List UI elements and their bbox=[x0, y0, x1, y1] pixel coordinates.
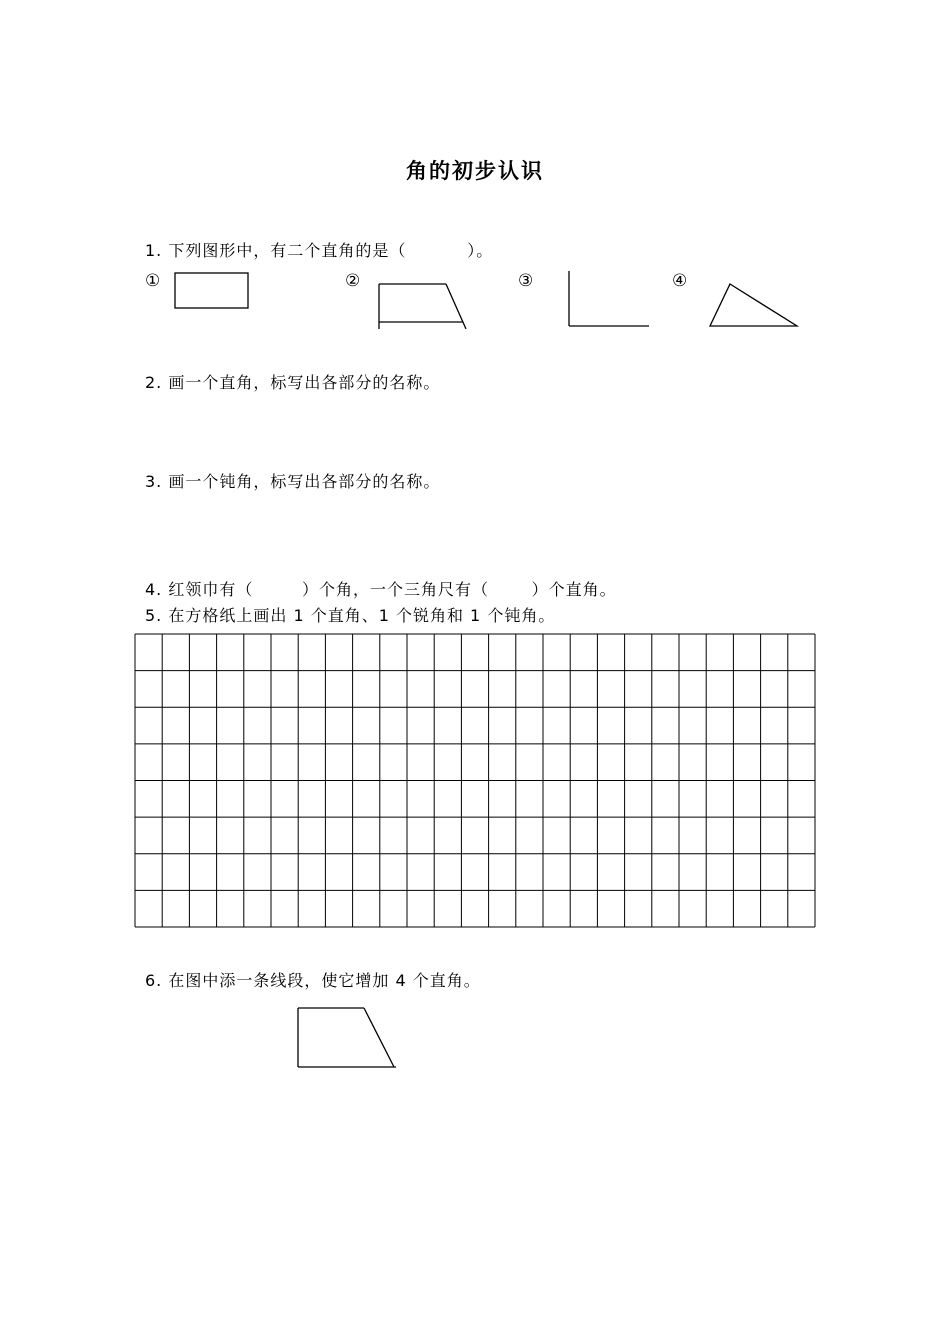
option-2-label: ② bbox=[345, 271, 361, 291]
option-3-label: ③ bbox=[518, 271, 534, 291]
trapezoid-q6-figure bbox=[298, 1008, 396, 1067]
question-4: 4. 红领巾有（ ）个角，一个三角尺有（ ）个直角。 bbox=[145, 580, 617, 599]
question-1: 1. 下列图形中，有二个直角的是（ ）。 bbox=[145, 241, 494, 260]
question-6: 6. 在图中添一条线段，使它增加 4 个直角。 bbox=[145, 971, 481, 990]
question-5: 5. 在方格纸上画出 1 个直角、1 个锐角和 1 个钝角。 bbox=[145, 606, 556, 625]
question-2: 2. 画一个直角，标写出各部分的名称。 bbox=[145, 373, 441, 392]
option-1-label: ① bbox=[145, 271, 161, 291]
question-3: 3. 画一个钝角，标写出各部分的名称。 bbox=[145, 472, 441, 491]
option-4-label: ④ bbox=[672, 271, 688, 291]
page-title: 角的初步认识 bbox=[406, 159, 544, 183]
